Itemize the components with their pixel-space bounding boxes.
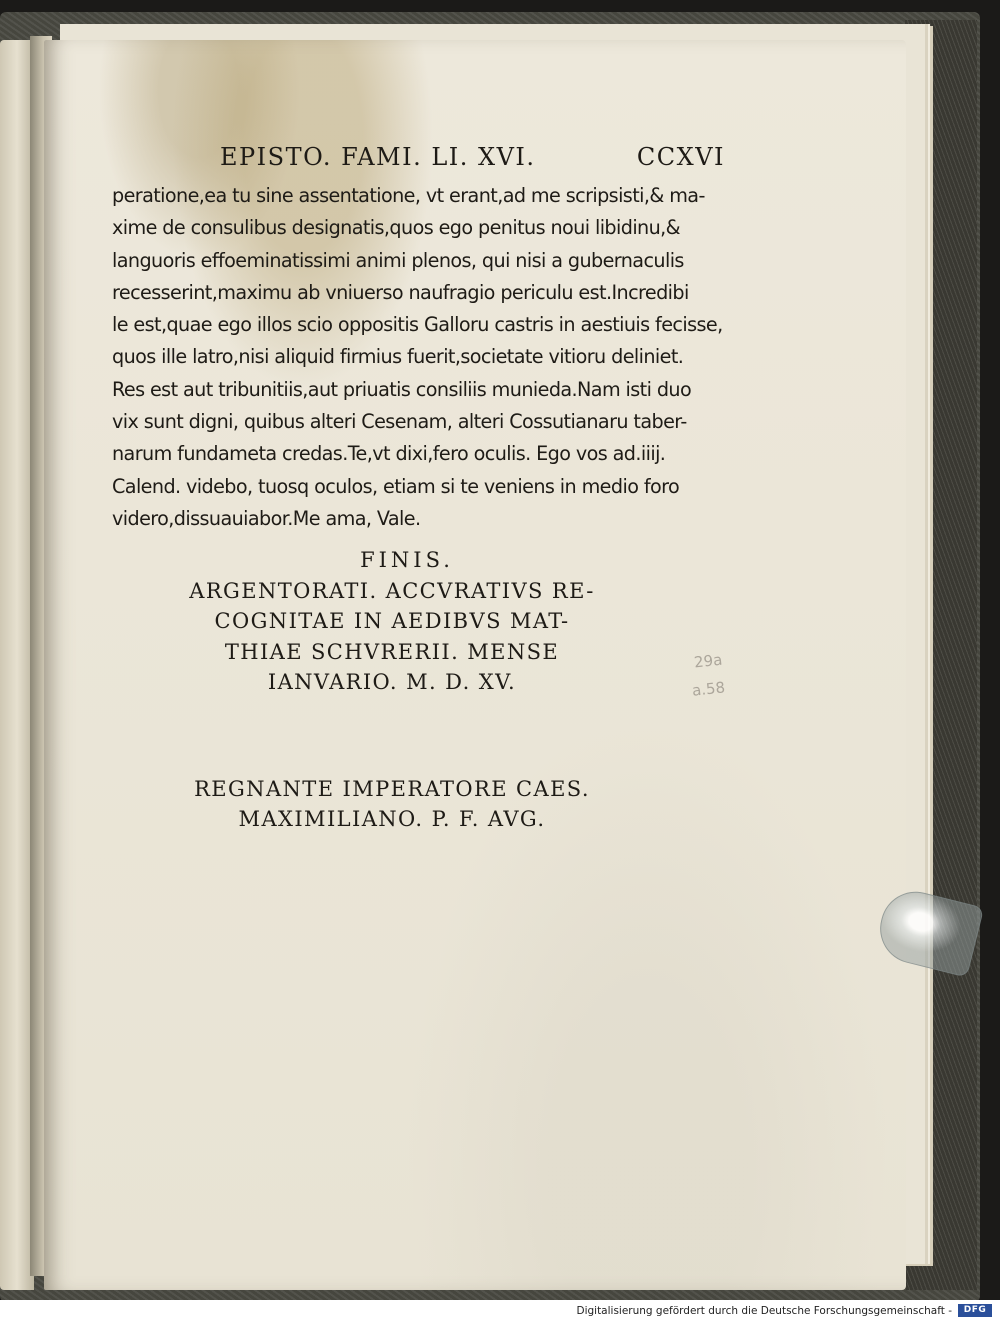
text-block	[112, 140, 792, 835]
letter-body	[112, 180, 792, 535]
text-line: le est,quae ego illos scio oppositis Galloru castris in aestiuis fecisse,	[112, 313, 723, 337]
running-title: EPISTO. FAMI. LI. XVI.	[220, 143, 536, 171]
text-line: languoris effoeminatissimi animi plenos, qui nisi a gubernaculis	[112, 248, 684, 272]
regnante-block	[112, 774, 672, 835]
colophon-line: THIAE SCHVRERII. MENSE	[224, 639, 560, 664]
regnante-line: REGNANTE IMPERATORE CAES.	[194, 776, 590, 801]
funding-credit: Digitalisierung gefördert durch die Deutsche Forschungsgemeinschaft -	[576, 1305, 952, 1317]
pencil-mark: 29a	[693, 650, 724, 672]
text-line: quos ille latro,nisi aliquid firmius fuerit,societate vitioru deliniet.	[112, 345, 684, 369]
finis-label: FINIS.	[360, 548, 454, 573]
text-line: Calend. videbo, tuosq oculos, etiam si te veniens in medio foro	[112, 474, 680, 498]
text-line: peratione,ea tu sine assentatione, vt erant,ad me scripsisti,& ma-	[112, 184, 705, 207]
text-line: narum fundameta credas.Te,vt dixi,fero oculis. Ego vos ad.iiij.	[112, 442, 666, 466]
pencil-mark: a.58	[691, 678, 726, 700]
colophon-line: COGNITAE IN AEDIBVS MAT-	[214, 609, 570, 634]
text-line: vix sunt digni, quibus alteri Cesenam, alteri Cossutianaru taber-	[112, 410, 687, 434]
folio-number: CCXVI	[636, 143, 725, 171]
text-line: xime de consulibus designatis,quos ego penitus noui libidinu,&	[112, 216, 681, 240]
colophon-line: IANVARIO. M. D. XV.	[267, 670, 517, 695]
colophon	[112, 545, 672, 698]
book-page	[44, 40, 906, 1290]
text-line: recesserint,maximu ab vniuerso naufragio periculu est.Incredibi	[112, 280, 689, 304]
running-header	[220, 140, 725, 176]
dfg-logo: DFG	[958, 1304, 992, 1317]
text-line: Res est aut tribunitiis,aut priuatis consiliis munieda.Nam isti duo	[112, 377, 692, 401]
text-line: videro,dissuauiabor.Me ama, Vale.	[112, 506, 421, 530]
colophon-line: ARGENTORATI. ACCVRATIVS RE-	[189, 578, 595, 603]
regnante-line: MAXIMILIANO. P. F. AVG.	[238, 807, 546, 832]
left-page-edge	[0, 40, 34, 1290]
